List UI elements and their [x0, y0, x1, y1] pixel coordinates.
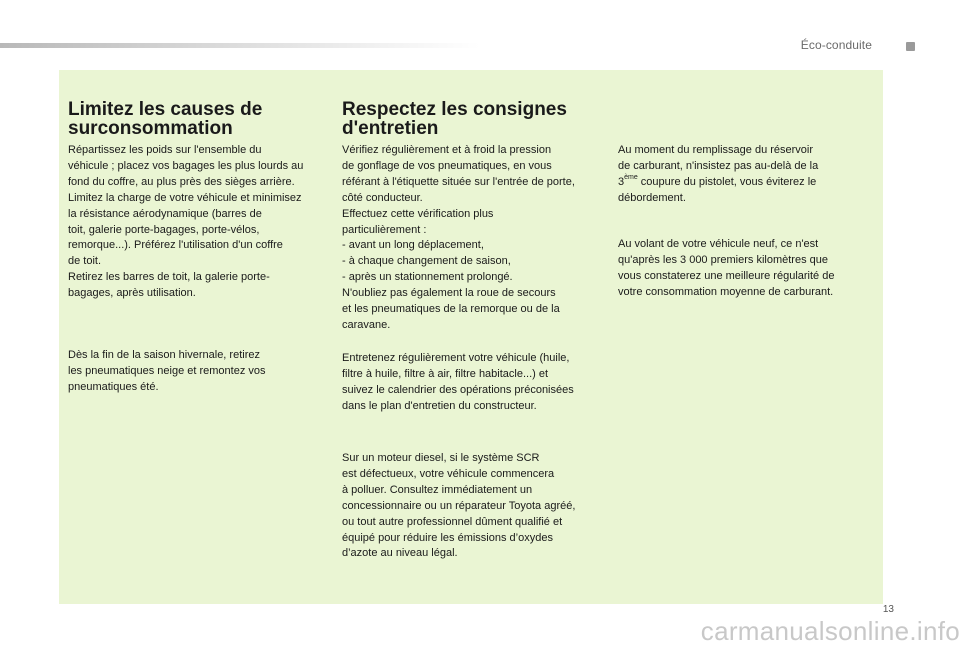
middle-paragraph-scr-system: Sur un moteur diesel, si le système SCR est défectueux, votre véhicule commencera à polluer. Consultez immédiatement un concessionnaire ou un réparateur Toyota agréé, ou tout autre professionnel dûment qualifié et équipé pour réduire les émissions d’oxydes d’azote au niveau légal.	[342, 452, 576, 560]
refuelling-text-start: Au moment du remplissage du réservoir de carburant, n'insistez pas au-delà de la 3	[618, 144, 819, 188]
page-number: 13	[882, 604, 894, 615]
middle-column-title: Respectez les consignes d'entretien	[342, 99, 567, 139]
section-title: Éco-conduite	[800, 38, 872, 52]
header-rule	[0, 43, 480, 48]
watermark: carmanualsonline.info	[700, 616, 960, 646]
refuelling-text-end: coupure du pistolet, vous éviterez le débordement.	[618, 175, 817, 204]
right-paragraph-new-vehicle: Au volant de votre véhicule neuf, ce n'est qu'après les 3 000 premiers kilomètres que vous constaterez une meilleure régularité de votre consommation moyenne de carburant.	[618, 238, 835, 298]
left-paragraph-load: Répartissez les poids sur l'ensemble du véhicule ; placez vos bagages les plus lourds au fond du coffre, au plus près des sièges arrière. Limitez la charge de votre véhicule et minimisez la résistance aérodynamique (barres de toit, galerie porte-bagages, porte-vélos, remorque...). Préférez l'utilisation d'un coffre de toit. Retirez les barres de toit, la galerie porte- bagages, après utilisation.	[68, 144, 304, 300]
middle-paragraph-maintenance: Entretenez régulièrement votre véhicule (huile, filtre à huile, filtre à air, filtre habitacle...) et suivez le calendrier des opérations préconisées dans le plan d'entretien du constructeur.	[342, 352, 574, 412]
right-paragraph-refuelling	[618, 143, 868, 207]
superscript-ordinal: ème	[624, 173, 638, 181]
left-column-title: Limitez les causes de surconsommation	[68, 99, 263, 139]
corner-marker	[906, 42, 915, 51]
middle-paragraph-tyre-pressure: Vérifiez régulièrement et à froid la pression de gonflage de vos pneumatiques, en vous référant à l'étiquette située sur l'entrée de porte, côté conducteur. Effectuez cette vérification plus particulièrement : - avant un long déplacement, - à chaque changement de saison, - après un stationnement prolongé. N'oubliez pas également la roue de secours et les pneumatiques de la remorque ou de la caravane.	[342, 144, 575, 331]
left-paragraph-winter-tyres: Dès la fin de la saison hivernale, retirez les pneumatiques neige et remontez vos pneumatiques été.	[68, 349, 266, 393]
